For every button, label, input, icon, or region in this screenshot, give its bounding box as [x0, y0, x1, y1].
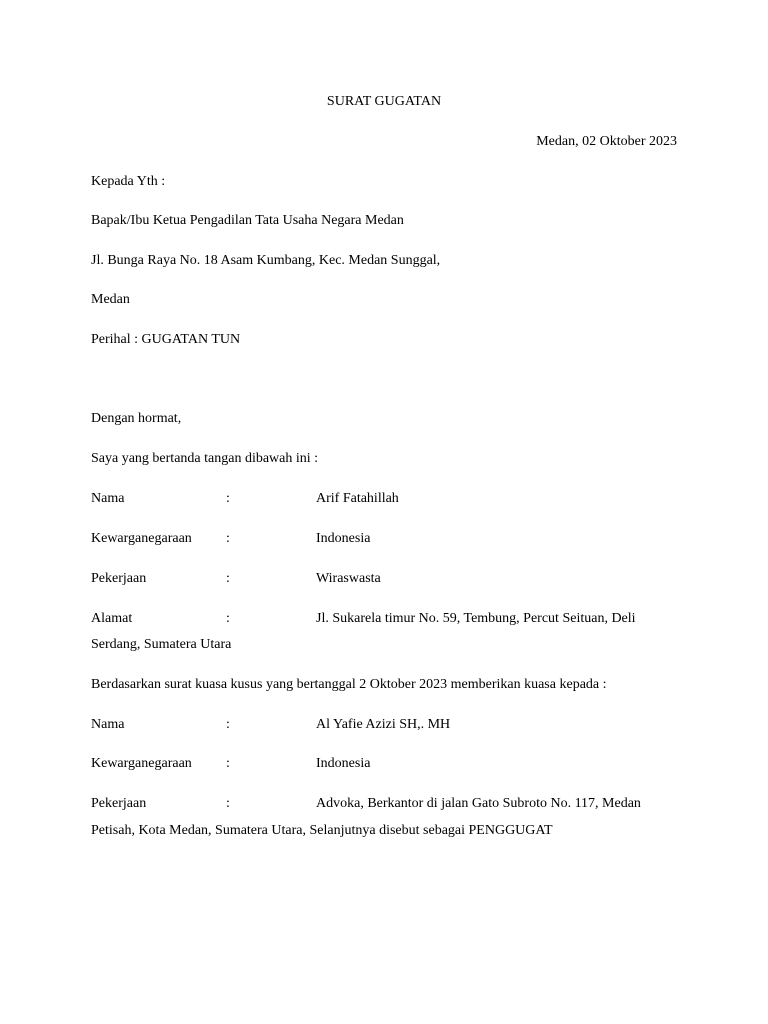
attorney-name-colon: : [226, 717, 230, 732]
intro-statement: Saya yang bertanda tangan dibawah ini : [91, 451, 319, 466]
attorney-occupation-colon: : [226, 796, 230, 811]
subject-line: Perihal : GUGATAN TUN [91, 332, 241, 347]
recipient-address-line1: Jl. Bunga Raya No. 18 Asam Kumbang, Kec. Medan Sunggal, [91, 253, 441, 268]
principal-name-label: Nama [91, 491, 125, 506]
principal-name-colon: : [226, 491, 230, 506]
power-of-attorney-statement: Berdasarkan surat kuasa kusus yang bertanggal 2 Oktober 2023 memberikan kuasa kepada : [91, 677, 607, 692]
principal-occupation-colon: : [226, 571, 230, 586]
attorney-name-value: Al Yafie Azizi SH,. MH [316, 717, 451, 732]
attorney-occupation-continued: Petisah, Kota Medan, Sumatera Utara, Selanjutnya disebut sebagai PENGGUGAT [91, 823, 553, 838]
principal-citizenship-label: Kewarganegaraan [91, 531, 192, 546]
principal-address-continued: Serdang, Sumatera Utara [91, 637, 232, 652]
attorney-name-label: Nama [91, 717, 125, 732]
recipient-name: Bapak/Ibu Ketua Pengadilan Tata Usaha Negara Medan [91, 213, 404, 228]
recipient-address-line2: Medan [91, 292, 130, 307]
attorney-occupation-label: Pekerjaan [91, 796, 147, 811]
attorney-citizenship-value: Indonesia [316, 756, 371, 771]
greeting: Dengan hormat, [91, 411, 182, 426]
attorney-citizenship-label: Kewarganegaraan [91, 756, 192, 771]
attorney-occupation-value: Advoka, Berkantor di jalan Gato Subroto No. 117, Medan [316, 796, 641, 811]
principal-citizenship-colon: : [226, 531, 230, 546]
principal-citizenship-value: Indonesia [316, 531, 371, 546]
place-date: Medan, 02 Oktober 2023 [536, 134, 677, 149]
document-title: SURAT GUGATAN [326, 94, 442, 109]
principal-address-colon: : [226, 611, 230, 626]
principal-address-label: Alamat [91, 611, 133, 626]
principal-address-value: Jl. Sukarela timur No. 59, Tembung, Percut Seituan, Deli [316, 611, 636, 626]
recipient-salutation: Kepada Yth : [91, 174, 166, 189]
principal-occupation-label: Pekerjaan [91, 571, 147, 586]
attorney-citizenship-colon: : [226, 756, 230, 771]
principal-occupation-value: Wiraswasta [316, 571, 381, 586]
principal-name-value: Arif Fatahillah [316, 491, 399, 506]
